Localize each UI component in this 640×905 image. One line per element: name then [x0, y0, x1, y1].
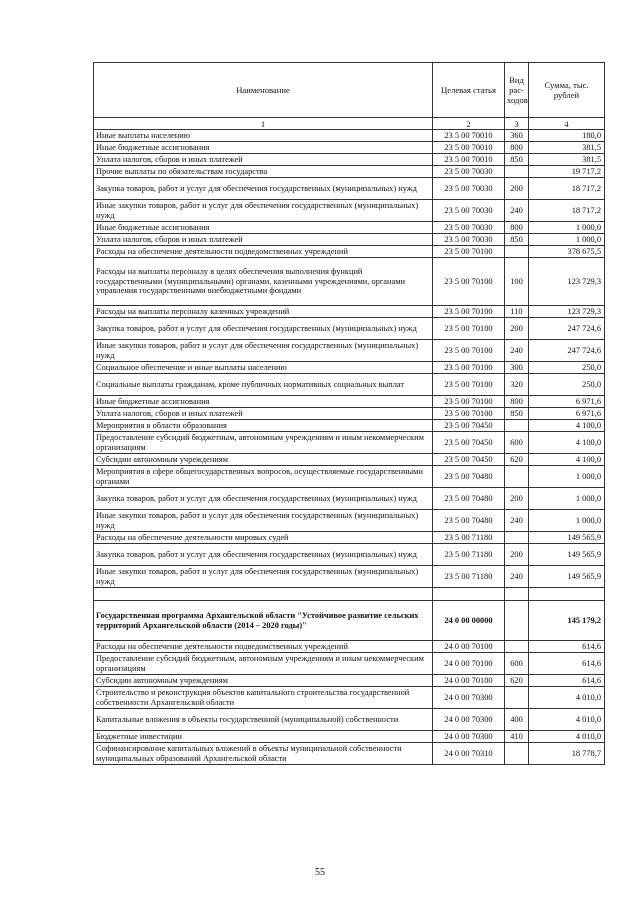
row-sum-cell: 4 100,0 — [529, 454, 605, 466]
row-target-code-cell: 23 5 00 70480 — [433, 510, 505, 532]
row-target-code-cell: 23 5 00 70010 — [433, 154, 505, 166]
header-target-article: Целевая статья — [433, 63, 505, 118]
row-sum-cell: 614,6 — [529, 675, 605, 687]
table-row — [94, 200, 605, 222]
row-expense-type-cell: 200 — [505, 488, 529, 510]
row-target-code-cell: 23 5 00 70100 — [433, 306, 505, 318]
table-header-row — [94, 63, 605, 118]
row-name-cell: Предоставление субсидий бюджетным, автономным учреждениям и иным некоммерческим организациям — [94, 432, 433, 454]
table-row — [94, 601, 605, 641]
row-expense-type-cell — [505, 743, 529, 765]
row-sum-cell: 1 000,0 — [529, 466, 605, 488]
row-name-cell: Прочие выплаты по обязательствам государства — [94, 166, 433, 178]
table-row — [94, 641, 605, 653]
row-target-code-cell: 23 5 00 70030 — [433, 234, 505, 246]
row-name-cell: Государственная программа Архангельской области "Устойчивое развитие сельских территорий Архангельской области (2014 – 2020 годы)" — [94, 601, 433, 641]
row-sum-cell: 1 000,0 — [529, 510, 605, 532]
row-target-code-cell: 23 5 00 70100 — [433, 374, 505, 396]
row-target-code-cell: 24 0 00 70300 — [433, 709, 505, 731]
table-row — [94, 258, 605, 306]
row-sum-cell: 4 010,0 — [529, 731, 605, 743]
row-sum-cell: 381,5 — [529, 154, 605, 166]
table-row — [94, 653, 605, 675]
row-expense-type-cell — [505, 166, 529, 178]
row-sum-cell: 381,5 — [529, 142, 605, 154]
row-sum-cell: 4 010,0 — [529, 709, 605, 731]
row-sum-cell: 1 000,0 — [529, 222, 605, 234]
table-row — [94, 454, 605, 466]
row-name-cell: Социальные выплаты гражданам, кроме публичных нормативных социальных выплат — [94, 374, 433, 396]
row-expense-type-cell: 240 — [505, 200, 529, 222]
table-row — [94, 142, 605, 154]
row-name-cell: Расходы на обеспечение деятельности подведомственных учреждений — [94, 246, 433, 258]
row-target-code-cell: 23 5 00 71180 — [433, 532, 505, 544]
row-target-code-cell: 23 5 00 70030 — [433, 178, 505, 200]
table-row — [94, 488, 605, 510]
row-name-cell: Субсидии автономным учреждениям — [94, 675, 433, 687]
table-row — [94, 396, 605, 408]
table-row — [94, 566, 605, 588]
row-target-code-cell: 23 5 00 71180 — [433, 566, 505, 588]
table-row — [94, 420, 605, 432]
row-sum-cell: 123 729,3 — [529, 258, 605, 306]
row-name-cell: Строительство и реконструкция объектов капитального строительства государственной собственности Архангельской области — [94, 687, 433, 709]
row-sum-cell: 180,0 — [529, 130, 605, 142]
row-sum-cell: 149 565,9 — [529, 566, 605, 588]
row-name-cell — [94, 588, 433, 601]
table-row — [94, 687, 605, 709]
column-number-row — [94, 118, 605, 130]
row-name-cell: Иные бюджетные ассигнования — [94, 142, 433, 154]
row-expense-type-cell: 200 — [505, 178, 529, 200]
row-name-cell: Иные бюджетные ассигнования — [94, 396, 433, 408]
table-row — [94, 510, 605, 532]
row-name-cell: Закупка товаров, работ и услуг для обеспечения государственных (муниципальных) нужд — [94, 544, 433, 566]
table-row — [94, 743, 605, 765]
table-row — [94, 532, 605, 544]
row-expense-type-cell: 850 — [505, 154, 529, 166]
row-name-cell: Закупка товаров, работ и услуг для обеспечения государственных (муниципальных) нужд — [94, 318, 433, 340]
row-sum-cell: 18 778,7 — [529, 743, 605, 765]
row-sum-cell: 247 724,6 — [529, 340, 605, 362]
row-target-code-cell: 23 5 00 70100 — [433, 340, 505, 362]
header-name: Наименование — [94, 63, 433, 118]
row-expense-type-cell — [505, 641, 529, 653]
row-name-cell: Капитальные вложения в объекты государственной (муниципальной) собственности — [94, 709, 433, 731]
row-expense-type-cell: 850 — [505, 234, 529, 246]
row-name-cell: Социальное обеспечение и иные выплаты населению — [94, 362, 433, 374]
row-name-cell: Иные закупки товаров, работ и услуг для обеспечения государственных (муниципальных) нужд — [94, 200, 433, 222]
row-name-cell: Предоставление субсидий бюджетным, автономным учреждениям и иным некоммерческим организациям — [94, 653, 433, 675]
row-target-code-cell: 23 5 00 70100 — [433, 258, 505, 306]
row-expense-type-cell — [505, 601, 529, 641]
table-row — [94, 166, 605, 178]
table-row — [94, 466, 605, 488]
row-target-code-cell: 23 5 00 70100 — [433, 246, 505, 258]
row-name-cell: Субсидии автономным учреждениям — [94, 454, 433, 466]
table-row — [94, 340, 605, 362]
row-target-code-cell: 23 5 00 70100 — [433, 408, 505, 420]
row-sum-cell: 4 010,0 — [529, 687, 605, 709]
row-expense-type-cell — [505, 466, 529, 488]
row-sum-cell: 250,0 — [529, 374, 605, 396]
row-expense-type-cell: 800 — [505, 222, 529, 234]
row-sum-cell: 614,6 — [529, 653, 605, 675]
column-number: 4 — [529, 118, 605, 130]
row-name-cell: Расходы на обеспечение деятельности мировых судей — [94, 532, 433, 544]
table-row — [94, 234, 605, 246]
page-number: 55 — [315, 867, 325, 878]
row-name-cell: Иные выплаты населению — [94, 130, 433, 142]
row-expense-type-cell: 400 — [505, 709, 529, 731]
row-name-cell: Мероприятия в области образования — [94, 420, 433, 432]
row-target-code-cell: 23 5 00 70100 — [433, 362, 505, 374]
row-target-code-cell: 23 5 00 70010 — [433, 130, 505, 142]
row-sum-cell: 378 675,5 — [529, 246, 605, 258]
column-number: 3 — [505, 118, 529, 130]
row-expense-type-cell: 240 — [505, 340, 529, 362]
table-row — [94, 432, 605, 454]
table-row — [94, 731, 605, 743]
row-name-cell: Бюджетные инвестиции — [94, 731, 433, 743]
row-name-cell: Иные бюджетные ассигнования — [94, 222, 433, 234]
row-target-code-cell: 24 0 00 70300 — [433, 687, 505, 709]
row-target-code-cell — [433, 588, 505, 601]
row-sum-cell: 149 565,9 — [529, 544, 605, 566]
row-name-cell: Закупка товаров, работ и услуг для обеспечения государственных (муниципальных) нужд — [94, 178, 433, 200]
row-target-code-cell: 24 0 00 70310 — [433, 743, 505, 765]
row-target-code-cell: 23 5 00 71180 — [433, 544, 505, 566]
row-sum-cell: 123 729,3 — [529, 306, 605, 318]
row-expense-type-cell — [505, 420, 529, 432]
row-expense-type-cell: 320 — [505, 374, 529, 396]
row-sum-cell: 247 724,6 — [529, 318, 605, 340]
column-number: 1 — [94, 118, 433, 130]
row-expense-type-cell: 200 — [505, 318, 529, 340]
row-target-code-cell: 23 5 00 70030 — [433, 166, 505, 178]
row-expense-type-cell: 600 — [505, 653, 529, 675]
row-expense-type-cell: 410 — [505, 731, 529, 743]
table-row — [94, 675, 605, 687]
row-sum-cell: 4 100,0 — [529, 420, 605, 432]
row-sum-cell: 149 565,9 — [529, 532, 605, 544]
row-sum-cell: 18 717,2 — [529, 178, 605, 200]
row-name-cell: Иные закупки товаров, работ и услуг для обеспечения государственных (муниципальных) нужд — [94, 510, 433, 532]
row-expense-type-cell: 850 — [505, 408, 529, 420]
row-target-code-cell: 24 0 00 70100 — [433, 641, 505, 653]
row-target-code-cell: 23 5 00 70100 — [433, 396, 505, 408]
budget-table — [93, 62, 605, 765]
row-target-code-cell: 23 5 00 70480 — [433, 466, 505, 488]
row-name-cell: Закупка товаров, работ и услуг для обеспечения государственных (муниципальных) нужд — [94, 488, 433, 510]
row-name-cell: Расходы на выплаты персоналу в целях обеспечения выполнения функций государственными (муниципальными) органами, казенными учреждениями, органами управления государственными внебюджетными фондами — [94, 258, 433, 306]
row-name-cell: Уплата налогов, сборов и иных платежей — [94, 154, 433, 166]
row-expense-type-cell: 200 — [505, 544, 529, 566]
row-target-code-cell: 23 5 00 70010 — [433, 142, 505, 154]
table-row — [94, 246, 605, 258]
row-target-code-cell: 24 0 00 70100 — [433, 675, 505, 687]
row-sum-cell: 6 971,6 — [529, 408, 605, 420]
row-target-code-cell: 23 5 00 70450 — [433, 420, 505, 432]
row-target-code-cell: 23 5 00 70100 — [433, 318, 505, 340]
row-expense-type-cell — [505, 687, 529, 709]
row-expense-type-cell: 620 — [505, 454, 529, 466]
table-row — [94, 374, 605, 396]
row-name-cell: Мероприятия в сфере общегосударственных вопросов, осуществляемые государственными органами — [94, 466, 433, 488]
row-target-code-cell: 23 5 00 70030 — [433, 222, 505, 234]
row-expense-type-cell: 600 — [505, 432, 529, 454]
row-name-cell: Софинансирование капитальных вложений в объекты муниципальной собственности муниципальных образований Архангельской области — [94, 743, 433, 765]
row-expense-type-cell: 800 — [505, 396, 529, 408]
row-name-cell: Уплата налогов, сборов и иных платежей — [94, 234, 433, 246]
table-row — [94, 178, 605, 200]
table-row — [94, 154, 605, 166]
table-row — [94, 709, 605, 731]
row-expense-type-cell: 360 — [505, 130, 529, 142]
row-name-cell: Иные закупки товаров, работ и услуг для обеспечения государственных (муниципальных) нужд — [94, 566, 433, 588]
row-sum-cell: 19 717,2 — [529, 166, 605, 178]
row-expense-type-cell: 800 — [505, 142, 529, 154]
table-row — [94, 588, 605, 601]
row-expense-type-cell — [505, 588, 529, 601]
row-target-code-cell: 24 0 00 70300 — [433, 731, 505, 743]
row-expense-type-cell: 110 — [505, 306, 529, 318]
row-name-cell: Уплата налогов, сборов и иных платежей — [94, 408, 433, 420]
row-name-cell: Расходы на выплаты персоналу казенных учреждений — [94, 306, 433, 318]
row-sum-cell: 6 971,6 — [529, 396, 605, 408]
row-target-code-cell: 23 5 00 70480 — [433, 488, 505, 510]
header-expense-type: Вид рас-ходов — [505, 63, 529, 118]
row-sum-cell: 4 100,0 — [529, 432, 605, 454]
row-sum-cell: 1 000,0 — [529, 488, 605, 510]
row-sum-cell: 145 179,2 — [529, 601, 605, 641]
row-expense-type-cell — [505, 246, 529, 258]
table-row — [94, 306, 605, 318]
row-target-code-cell: 24 0 00 70100 — [433, 653, 505, 675]
table-row — [94, 222, 605, 234]
row-sum-cell — [529, 588, 605, 601]
table-row — [94, 408, 605, 420]
row-sum-cell: 614,6 — [529, 641, 605, 653]
table-row — [94, 544, 605, 566]
row-expense-type-cell: 300 — [505, 362, 529, 374]
row-sum-cell: 250,0 — [529, 362, 605, 374]
header-sum: Сумма, тыс. рублей — [529, 63, 605, 118]
table-row — [94, 130, 605, 142]
row-name-cell: Расходы на обеспечение деятельности подведомственных учреждений — [94, 641, 433, 653]
table-row — [94, 318, 605, 340]
row-target-code-cell: 23 5 00 70450 — [433, 454, 505, 466]
row-target-code-cell: 24 0 00 00000 — [433, 601, 505, 641]
row-sum-cell: 18 717,2 — [529, 200, 605, 222]
row-sum-cell: 1 000,0 — [529, 234, 605, 246]
row-expense-type-cell: 620 — [505, 675, 529, 687]
row-name-cell: Иные закупки товаров, работ и услуг для обеспечения государственных (муниципальных) нужд — [94, 340, 433, 362]
column-number: 2 — [433, 118, 505, 130]
row-expense-type-cell: 240 — [505, 566, 529, 588]
row-expense-type-cell: 240 — [505, 510, 529, 532]
row-expense-type-cell — [505, 532, 529, 544]
table-row — [94, 362, 605, 374]
row-target-code-cell: 23 5 00 70450 — [433, 432, 505, 454]
row-target-code-cell: 23 5 00 70030 — [433, 200, 505, 222]
row-expense-type-cell: 100 — [505, 258, 529, 306]
